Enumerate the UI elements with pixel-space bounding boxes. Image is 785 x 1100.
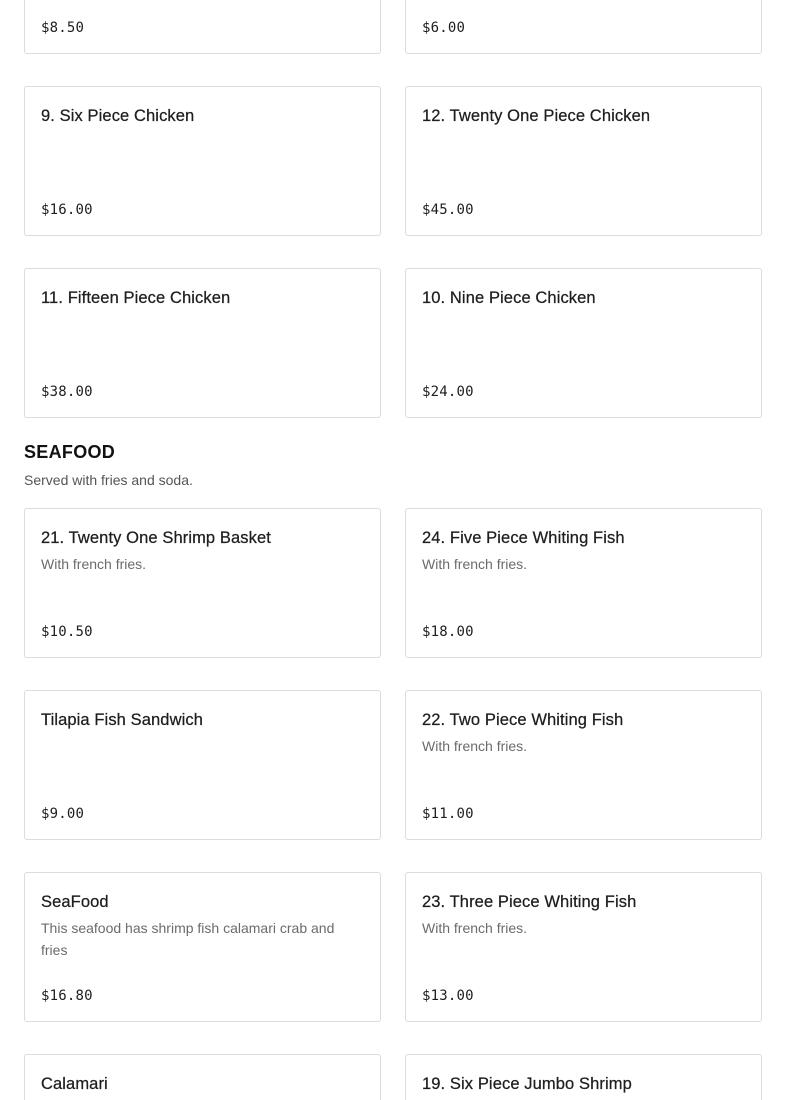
- menu-item-card[interactable]: [24, 0, 381, 54]
- item-price: $16.80: [41, 988, 93, 1004]
- menu-item-card[interactable]: [405, 86, 762, 236]
- menu-item-card[interactable]: [405, 508, 762, 658]
- menu-item-card[interactable]: [405, 0, 762, 54]
- menu-item-card[interactable]: [405, 268, 762, 418]
- item-price: $11.00: [422, 806, 474, 822]
- item-price: $6.00: [422, 20, 466, 36]
- item-name: 9. Six Piece Chicken: [41, 107, 195, 125]
- item-price: $16.00: [41, 202, 93, 218]
- item-price: $13.00: [422, 988, 474, 1004]
- menu-item-card[interactable]: [24, 86, 381, 236]
- item-name: Calamari: [41, 1075, 108, 1093]
- item-name: SeaFood: [41, 893, 109, 911]
- item-description: This seafood has shrimp fish calamari crab and fries: [41, 920, 335, 958]
- item-description: With french fries.: [41, 556, 147, 572]
- menu-item-card[interactable]: [24, 508, 381, 658]
- item-name: 10. Nine Piece Chicken: [422, 289, 596, 307]
- item-price: $24.00: [422, 384, 474, 400]
- menu-item-card[interactable]: [24, 872, 381, 1022]
- item-description: With french fries.: [422, 920, 528, 936]
- menu-item-card[interactable]: [405, 1054, 762, 1100]
- item-price: $10.50: [41, 624, 93, 640]
- item-name: 22. Two Piece Whiting Fish: [422, 711, 624, 729]
- item-price: $8.50: [41, 20, 85, 36]
- item-price: $38.00: [41, 384, 93, 400]
- item-name: 24. Five Piece Whiting Fish: [422, 529, 625, 547]
- item-name: 23. Three Piece Whiting Fish: [422, 893, 637, 911]
- menu-item-card[interactable]: [24, 268, 381, 418]
- item-description: With french fries.: [422, 738, 528, 754]
- item-name: 19. Six Piece Jumbo Shrimp: [422, 1075, 632, 1093]
- item-name: 21. Twenty One Shrimp Basket: [41, 529, 271, 547]
- item-name: 12. Twenty One Piece Chicken: [422, 107, 651, 125]
- item-price: $9.00: [41, 806, 85, 822]
- menu-item-card[interactable]: [24, 1054, 381, 1100]
- item-name: Tilapia Fish Sandwich: [41, 711, 203, 729]
- section-subtitle: Served with fries and soda.: [24, 472, 193, 488]
- item-name: 11. Fifteen Piece Chicken: [41, 289, 231, 307]
- menu-item-card[interactable]: [405, 690, 762, 840]
- menu-item-card[interactable]: [405, 872, 762, 1022]
- menu-item-card[interactable]: [24, 690, 381, 840]
- item-price: $45.00: [422, 202, 474, 218]
- item-price: $18.00: [422, 624, 474, 640]
- section-title: SEAFOOD: [24, 442, 116, 462]
- item-description: With french fries.: [422, 556, 528, 572]
